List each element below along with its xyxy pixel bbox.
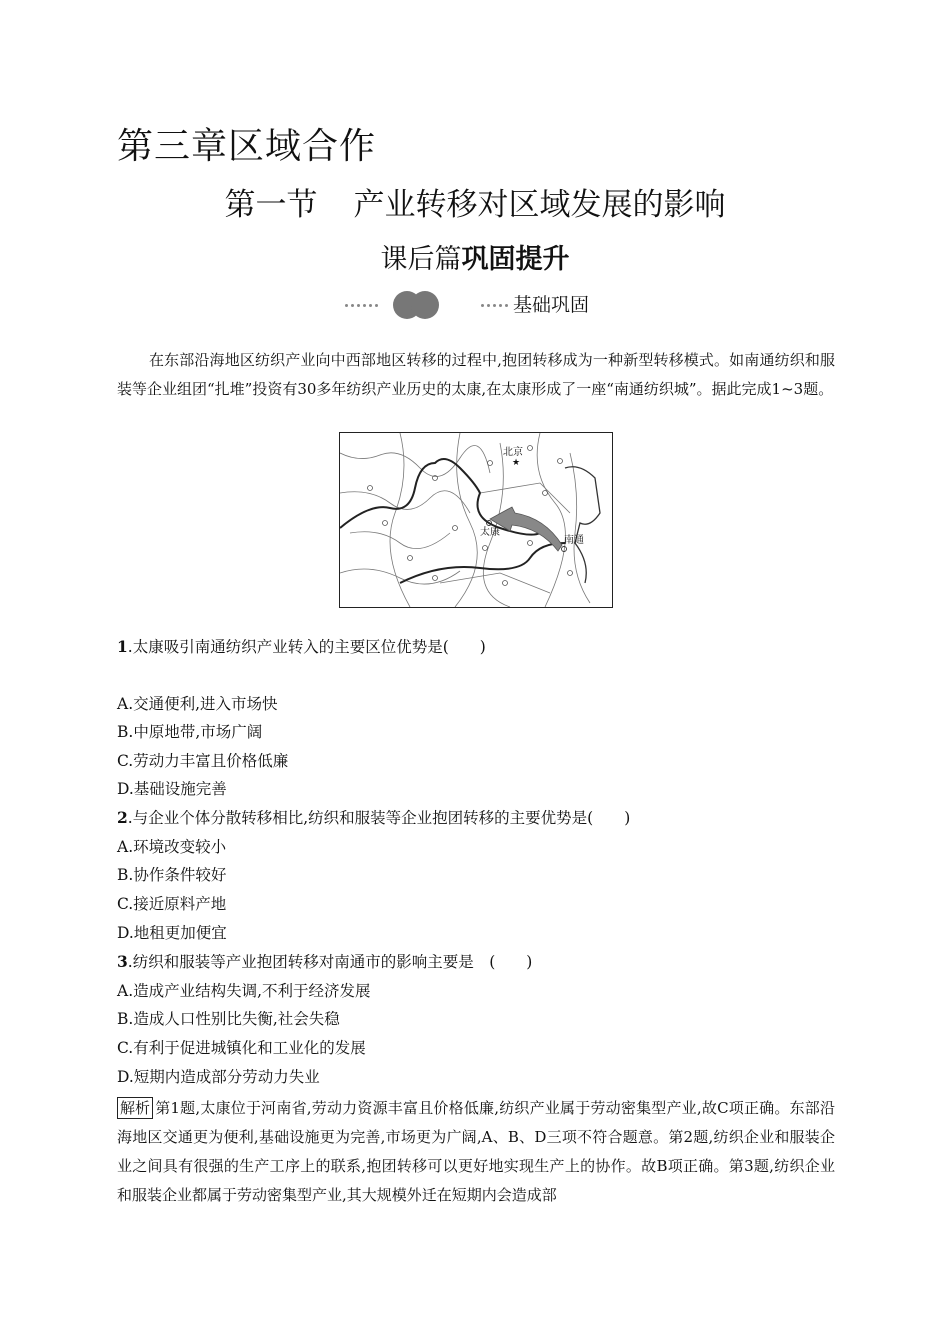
question-2-option: A.环境改变较小 [117, 838, 227, 856]
map-label-nantong: 南通 [564, 535, 584, 546]
question-2-option: C.接近原料产地 [117, 895, 227, 913]
chapter-title: 第三章区域合作 [117, 126, 377, 167]
subtitle-bold: 巩固提升 [461, 244, 570, 275]
subtitle [0, 240, 950, 280]
question-3-option: C.有利于促进城镇化和工业化的发展 [117, 1039, 366, 1057]
question-3-option: B.造成人口性别比失衡,社会失稳 [117, 1010, 340, 1028]
question-3-stem: 3.纺织和服装等产业抱团转移对南通市的影响主要是 ( ) [117, 952, 533, 971]
section-banner [345, 288, 665, 322]
circle-icon [411, 291, 439, 319]
map-figure [339, 432, 613, 608]
banner-label: 基础巩固 [513, 294, 590, 316]
dotted-line-right [481, 304, 511, 308]
analysis-text: 第1题,太康位于河南省,劳动力资源丰富且价格低廉,纺织产业属于劳动密集型产业,故C项正确。东部沿海地区交通更为便利,基础设施更为完善,市场更为广阔,A、B、D三项不符合题意。第2题,纺织企业和服装企业之间具有很强的生产工序上的联系,抱团转移可以更好地实现生产上的协作。故B项正确。第3题,纺织企业和服装企业都属于劳动密集型产业,其大规模外迁在短期内会造成部 [117, 1099, 835, 1204]
star-icon: ★ [512, 458, 521, 468]
section-name: 产业转移对区域发展的影响 [353, 187, 726, 223]
question-1-option: A.交通便利,进入市场快 [117, 695, 278, 713]
question-2-option: D.地租更加便宜 [117, 924, 227, 942]
map-label-beijing: 北京 [503, 447, 523, 458]
question-1-option: C.劳动力丰富且价格低廉 [117, 752, 289, 770]
question-1-option: B.中原地带,市场广阔 [117, 723, 263, 741]
section-number: 第一节 [224, 187, 318, 223]
question-2-option: B.协作条件较好 [117, 866, 227, 884]
analysis-paragraph [117, 1094, 835, 1210]
question-3-option: D.短期内造成部分劳动力失业 [117, 1068, 320, 1086]
analysis-tag: 解析 [117, 1097, 153, 1119]
question-1-stem: 1.太康吸引南通纺织产业转入的主要区位优势是( ) [117, 637, 486, 656]
dotted-line-left [345, 304, 381, 308]
section-title [0, 183, 950, 227]
subtitle-plain: 课后篇 [380, 244, 462, 275]
question-3-option: A.造成产业结构失调,不利于经济发展 [117, 982, 371, 1000]
intro-paragraph: 在东部沿海地区纺织产业向中西部地区转移的过程中,抱团转移成为一种新型转移模式。如南通纺织和服装等企业组团“扎堆”投资有30多年纺织产业历史的太康,在太康形成了一座“南通纺织城”。据此完成1~3题。 [117, 351, 835, 398]
question-2-stem: 2.与企业个体分散转移相比,纺织和服装等企业抱团转移的主要优势是( ) [117, 808, 631, 827]
map-label-taikang: 太康 [480, 527, 500, 538]
question-1-option: D.基础设施完善 [117, 780, 227, 798]
